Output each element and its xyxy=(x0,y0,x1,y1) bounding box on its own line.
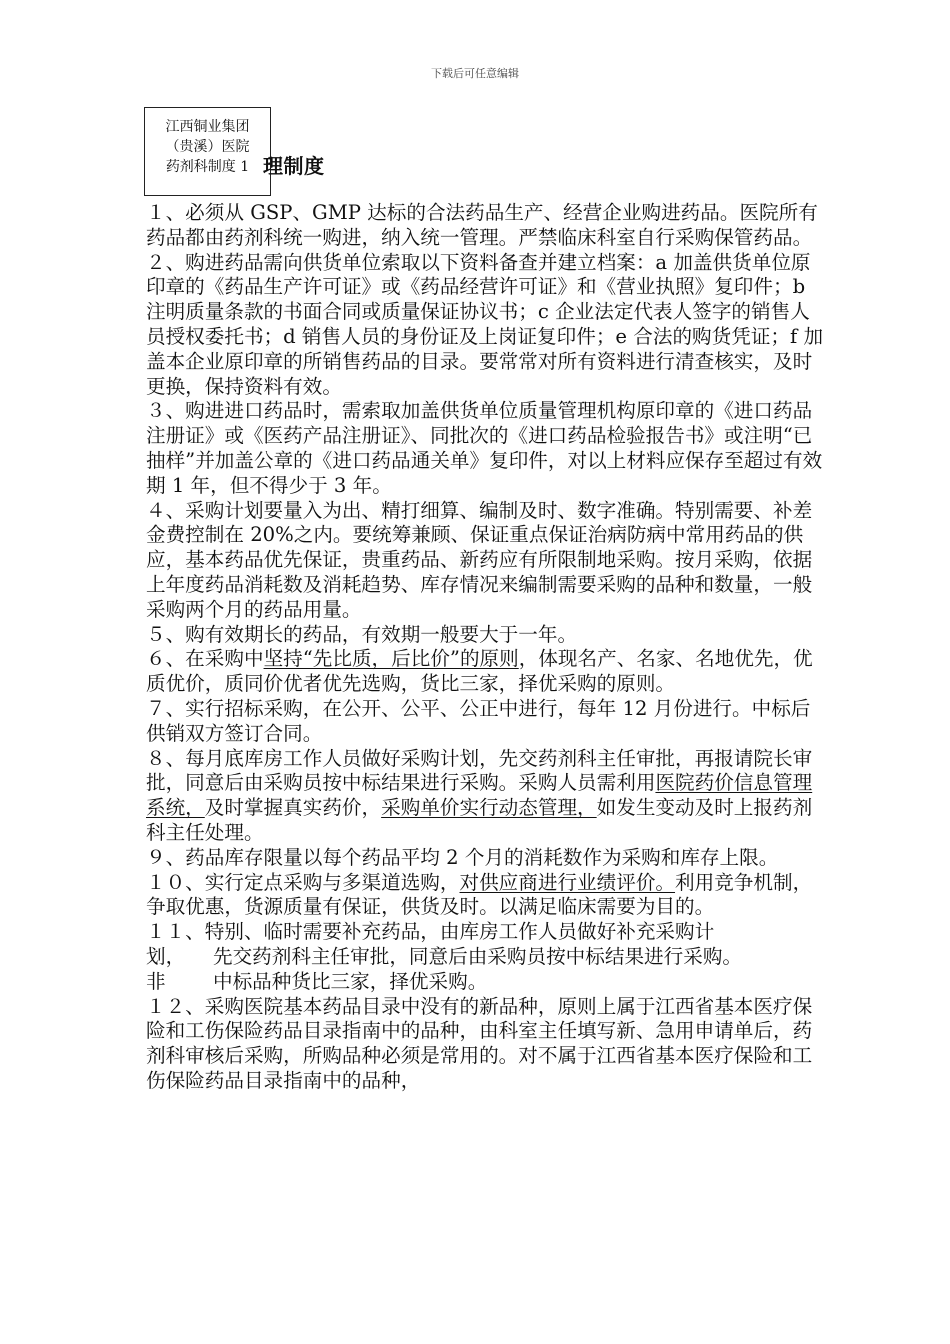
clause-9: ９、药品库存限量以每个药品平均 2 个月的消耗数作为采购和库存上限。 xyxy=(146,845,779,869)
clause-3: ３、购进进口药品时，需索取加盖供货单位质量管理机构原印章的《进口药品注册证》或《医药产品注册证》、同批次的《进口药品检验报告书》或注明“已抽样”并加盖公章的《进口药品通关单》复印件，对以上材料应保存至超过有效期 1 年，但不得少于 3 年。 xyxy=(146,399,823,497)
institution-label-box xyxy=(144,107,271,196)
clause-12: １２、采购医院基本药品目录中没有的新品种，原则上属于江西省基本医疗保险和工伤保险药品目录指南中的品种，由科室主任填写新、急用申请单后，药剂科审核后采购，所购品种必须是常用的。对不属于江西省基本医疗保险和工伤保险药品目录指南中的品种， xyxy=(146,994,813,1092)
clause-8 xyxy=(146,747,828,846)
clause-10-text-b: 利用竞争机制，争取优惠，货源质量有保证，供货及时。以满足临床需要为目的。 xyxy=(146,870,813,919)
clause-10 xyxy=(146,871,828,921)
page-header-note: 下载后可任意编辑 xyxy=(431,67,519,80)
clause-11 xyxy=(146,920,828,994)
institution-line-2: （贵溪）医院 xyxy=(165,139,250,155)
clause-11-line-3: 中标品种货比三家，择优采购。 xyxy=(213,969,488,993)
clause-6 xyxy=(146,647,828,697)
clause-8-text-c: 如发生变动及时上报药剂科主任处理。 xyxy=(146,796,813,844)
document-body xyxy=(146,201,828,1094)
clause-6-text-b: ，体现名产、名家、名地优先，优质优价，质同价优者优先选购，货比三家，择优采购的原则。 xyxy=(146,647,813,696)
clause-8-underlined-1: 医院药价信息管理系统， xyxy=(146,771,813,820)
institution-line-3: 药剂科制度 1 xyxy=(165,159,250,175)
clause-6-underlined: 坚持“先比质，后比价”的原则 xyxy=(263,647,519,671)
clause-6-text-a: ６、在采购中 xyxy=(146,647,264,671)
clause-11-row-3 xyxy=(146,970,828,995)
clause-1: １、必须从 GSP、GMP 达标的合法药品生产、经营企业购进药品。医院所有药品都由药剂科统一购进，纳入统一管理。严禁临床科室自行采购保管药品。 xyxy=(146,201,818,249)
clause-11-lead-2: 划， xyxy=(146,944,186,968)
clause-11-line-2: 先交药剂科主任审批，同意后由采购员按中标结果进行采购。 xyxy=(213,944,743,968)
institution-line-1: 江西铜业集团 xyxy=(165,119,250,135)
clause-11-line-1: １１、特别、临时需要补充药品，由库房工作人员做好补充采购计 xyxy=(146,920,715,944)
clause-8-text-a: ８、每月底库房工作人员做好采购计划，先交药剂科主任审批，再报请院长审批，同意后由采购员按中标结果进行采购。采购人员需利用 xyxy=(146,746,813,795)
clause-11-row-2 xyxy=(146,945,828,970)
clause-4: ４、采购计划要量入为出、精打细算、编制及时、数字准确。特别需要、补差金费控制在 20%之内。要统筹兼顾、保证重点保证治病防病中常用药品的供应，基本药品优先保证，贵重药品、新药应有所限制地采购。按月采购，依据上年度药品消耗数及消耗趋势、库存情况来编制需要采购的品种和数量，一般采购两个月的药品用量。 xyxy=(146,498,813,621)
clause-10-text-a: １０、实行定点采购与多渠道选购， xyxy=(146,870,460,894)
clause-5: ５、购有效期长的药品，有效期一般要大于一年。 xyxy=(146,622,578,646)
clause-11-lead-3: 非 xyxy=(146,969,166,993)
document-title: 理制度 xyxy=(263,154,325,178)
clause-7: ７、实行招标采购，在公开、公平、公正中进行，每年 12 月份进行。中标后供销双方签订合同。 xyxy=(146,696,811,745)
clause-8-text-b: 及时掌握真实药价， xyxy=(204,796,382,820)
clause-8-underlined-2: 采购单价实行动态管理， xyxy=(381,796,597,820)
clause-10-underlined: 对供应商进行业绩评价。 xyxy=(459,870,676,894)
clause-2: ２、购进药品需向供货单位索取以下资料备查并建立档案：a 加盖供货单位原印章的《药品生产许可证》或《药品经营许可证》和《营业执照》复印件；b 注明质量条款的书面合同或质量保证协议书；c 企业法定代表人签字的销售人员授权委托书；d 销售人员的身份证及上岗证复印件；e 合法的购货凭证；f 加盖本企业原印章的所销售药品的目录。要常常对所有资料进行清查核实，及时更换，保持资料有效。 xyxy=(146,250,824,398)
